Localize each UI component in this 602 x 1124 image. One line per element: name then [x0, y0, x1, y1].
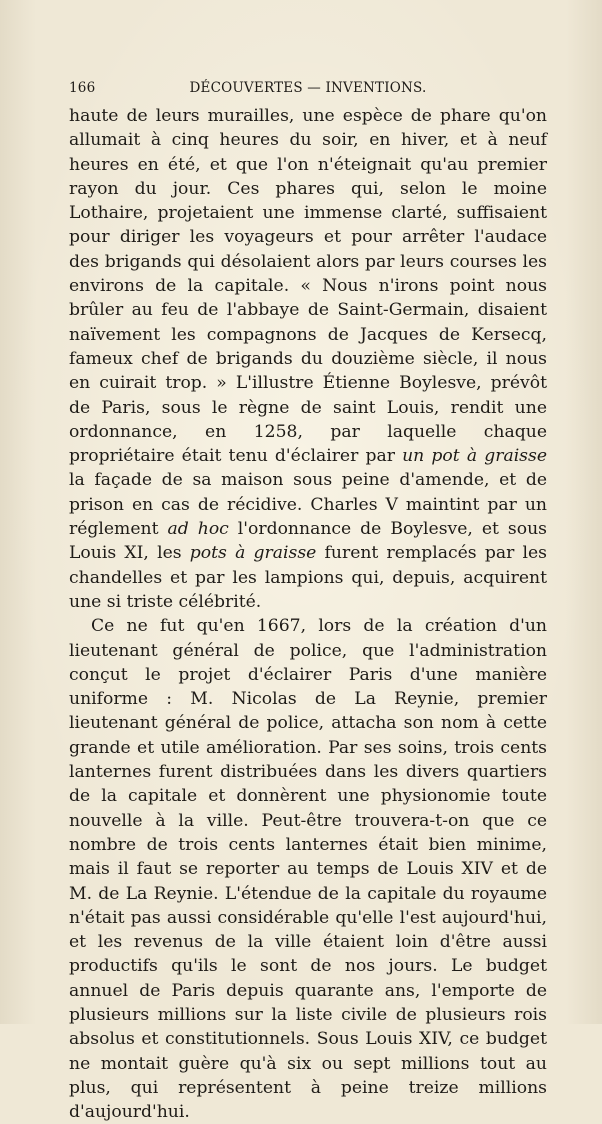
- paragraph-1-text-c: l'ordonnance de Boylesve, et sous Louis XI, les: [69, 519, 547, 564]
- paragraph-1-italic-b: ad hoc: [167, 519, 229, 540]
- page-header: [69, 80, 547, 102]
- page-number: 166: [69, 80, 96, 96]
- paragraph-1-text-a: haute de leurs murailles, une espèce de phare qu'on allumait à cinq heures du soir, en hiver, et à neuf heures en été, et que l'on n'éteignait qu'au premier rayon du jour. Ces phares qui, selon le moine Lothaire, projetaient une immense clarté, suffisaient pour diriger les voyageurs et pour arrêter l'audace des brigands qui désolaient alors par leurs courses les environs de la capitale. « Nous n'irons point nous brûler au feu de l'abbaye de Saint-Germain, disaient naïvement les compagnons de Jacques de Kersecq, fameux chef de brigands du douzième siècle, il nous en cuirait trop. » L'illustre Étienne Boylesve, prévôt de Paris, sous le règne de saint Louis, rendit une ordonnance, en 1258, par laquelle chaque propriétaire était tenu d'éclairer par: [69, 106, 547, 467]
- paragraph-2: Ce ne fut qu'en 1667, lors de la création d'un lieutenant général de police, que l'administration conçut le projet d'éclairer Paris d'une manière uniforme : M. Nicolas de La Reynie, premier lieutenant général de police, attacha son nom à cette grande et utile amélioration. Par ses soins, trois cents lanternes furent distribuées dans les divers quartiers de la capitale et donnèrent une physionomie toute nouvelle à la ville. Peut-être trouvera-t-on que ce nombre de trois cents lanternes était bien minime, mais il faut se reporter au temps de Louis XIV et de M. de La Reynie. L'étendue de la capitale du royaume n'était pas aussi considérable qu'elle l'est aujourd'hui, et les revenus de la ville étaient loin d'être aussi productifs qu'ils le sont de nos jours. Le budget annuel de Paris depuis quarante ans, l'emporte de plusieurs millions sur la liste civile de plusieurs rois absolus et constitutionnels. Sous Louis XIV, ce budget ne montait guère qu'à six ou sept millions tout au plus, qui représentent à peine treize millions d'aujourd'hui.: [69, 616, 547, 1123]
- paragraph-1-italic-c: pots à graisse: [189, 543, 317, 564]
- body-text: [69, 104, 547, 1124]
- paragraph-1-italic-a: un pot à graisse: [402, 446, 547, 467]
- running-head: DÉCOUVERTES — INVENTIONS.: [189, 80, 427, 96]
- paragraph-1-text-d: furent remplacés par les chandelles et par les lampions qui, depuis, acquirent une si triste célébrité.: [69, 543, 547, 612]
- paragraph-1-text-b: la façade de sa maison sous peine d'amende, et de prison en cas de récidive. Charles V maintint par un réglement: [69, 470, 547, 540]
- paragraph-1: [69, 104, 547, 614]
